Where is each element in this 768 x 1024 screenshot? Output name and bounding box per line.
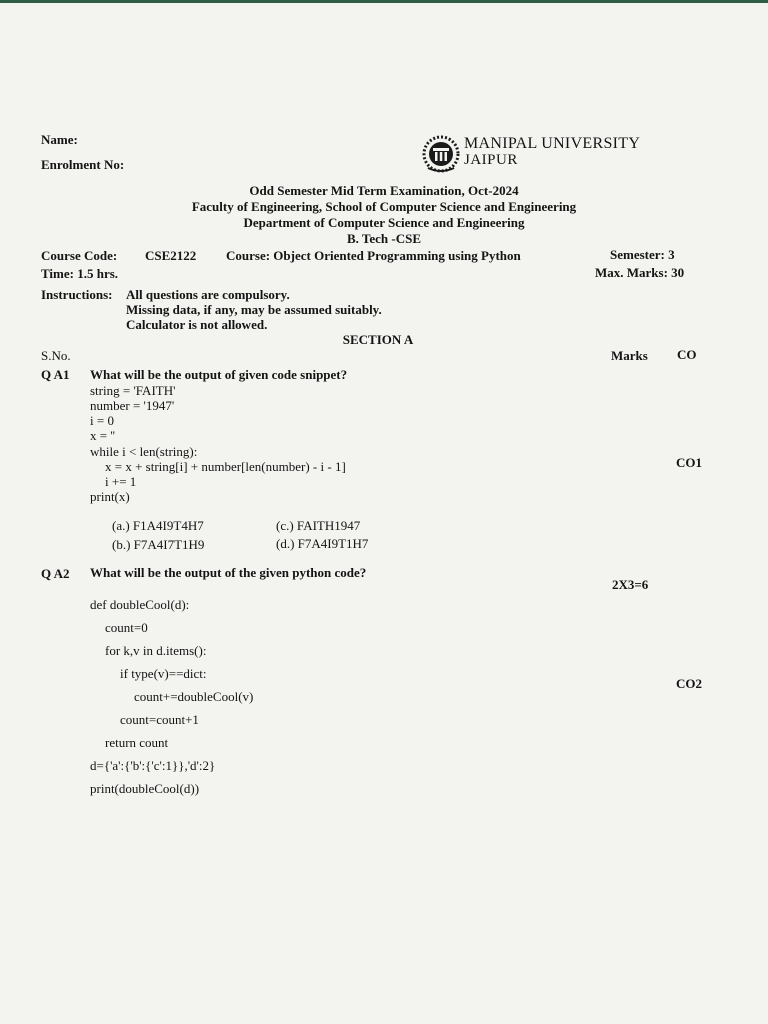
name-label: Name:	[41, 132, 78, 147]
time-allowed: Time: 1.5 hrs.	[41, 266, 119, 281]
instruction-item: Calculator is not allowed.	[126, 317, 268, 332]
university-name-line2: JAIPUR	[464, 152, 518, 168]
option-c: (c.) FAITH1947	[276, 518, 361, 533]
university-logo	[421, 134, 461, 174]
instruction-item: Missing data, if any, may be assumed suitably.	[126, 302, 382, 317]
question-text: What will be the output of given code snippet?	[90, 367, 348, 382]
code-line: count=0	[105, 620, 148, 635]
code-line: number = '1947'	[90, 398, 175, 413]
enrolment-label: Enrolment No:	[41, 157, 125, 172]
question-number: Q A1	[41, 367, 70, 382]
marks-header: Marks	[611, 348, 648, 363]
code-line: def doubleCool(d):	[90, 597, 190, 612]
instruction-item: All questions are compulsory.	[126, 287, 290, 302]
max-marks: Max. Marks: 30	[595, 265, 685, 280]
co-value: CO2	[676, 676, 702, 691]
code-line: print(doubleCool(d))	[90, 781, 200, 796]
code-line: return count	[105, 735, 169, 750]
option-b: (b.) F7A4I7T1H9	[112, 537, 205, 552]
code-line: i = 0	[90, 413, 114, 428]
course-code-label: Course Code:	[41, 248, 118, 263]
department-line: Department of Computer Science and Engineering	[243, 215, 525, 230]
code-line: string = 'FAITH'	[90, 383, 176, 398]
code-line: i += 1	[105, 474, 137, 489]
instructions-label: Instructions:	[41, 287, 113, 302]
code-line: while i < len(string):	[90, 444, 198, 459]
faculty-line: Faculty of Engineering, School of Computer Science and Engineering	[191, 199, 577, 214]
option-a: (a.) F1A4I9T4H7	[112, 518, 204, 533]
question-text: What will be the output of the given python code?	[90, 565, 367, 580]
course-code: CSE2122	[145, 248, 197, 263]
question-number: Q A2	[41, 566, 70, 581]
code-line: x = ''	[90, 428, 116, 443]
code-line: count=count+1	[120, 712, 199, 727]
semester: Semester: 3	[610, 247, 675, 262]
code-line: print(x)	[90, 489, 130, 504]
exam-title: Odd Semester Mid Term Examination, Oct-2024	[249, 183, 519, 198]
option-d: (d.) F7A4I9T1H7	[276, 536, 369, 551]
course-name: Course: Object Oriented Programming using Python	[226, 248, 521, 263]
page-top-edge	[0, 0, 768, 3]
co-header: CO	[677, 347, 697, 362]
sno-header: S.No.	[41, 348, 71, 363]
marks-value: 2X3=6	[612, 577, 649, 592]
code-line: d={'a':{'b':{'c':1}},'d':2}	[90, 758, 216, 773]
code-line: if type(v)==dict:	[120, 666, 207, 681]
code-line: x = x + string[i] + number[len(number) - i - 1]	[105, 459, 346, 474]
code-line: count+=doubleCool(v)	[134, 689, 254, 704]
co-value: CO1	[676, 455, 702, 470]
program-line: B. Tech -CSE	[346, 231, 422, 246]
code-line: for k,v in d.items():	[105, 643, 207, 658]
university-name-line1: MANIPAL UNIVERSITY	[464, 135, 641, 152]
section-title: SECTION A	[342, 332, 414, 347]
